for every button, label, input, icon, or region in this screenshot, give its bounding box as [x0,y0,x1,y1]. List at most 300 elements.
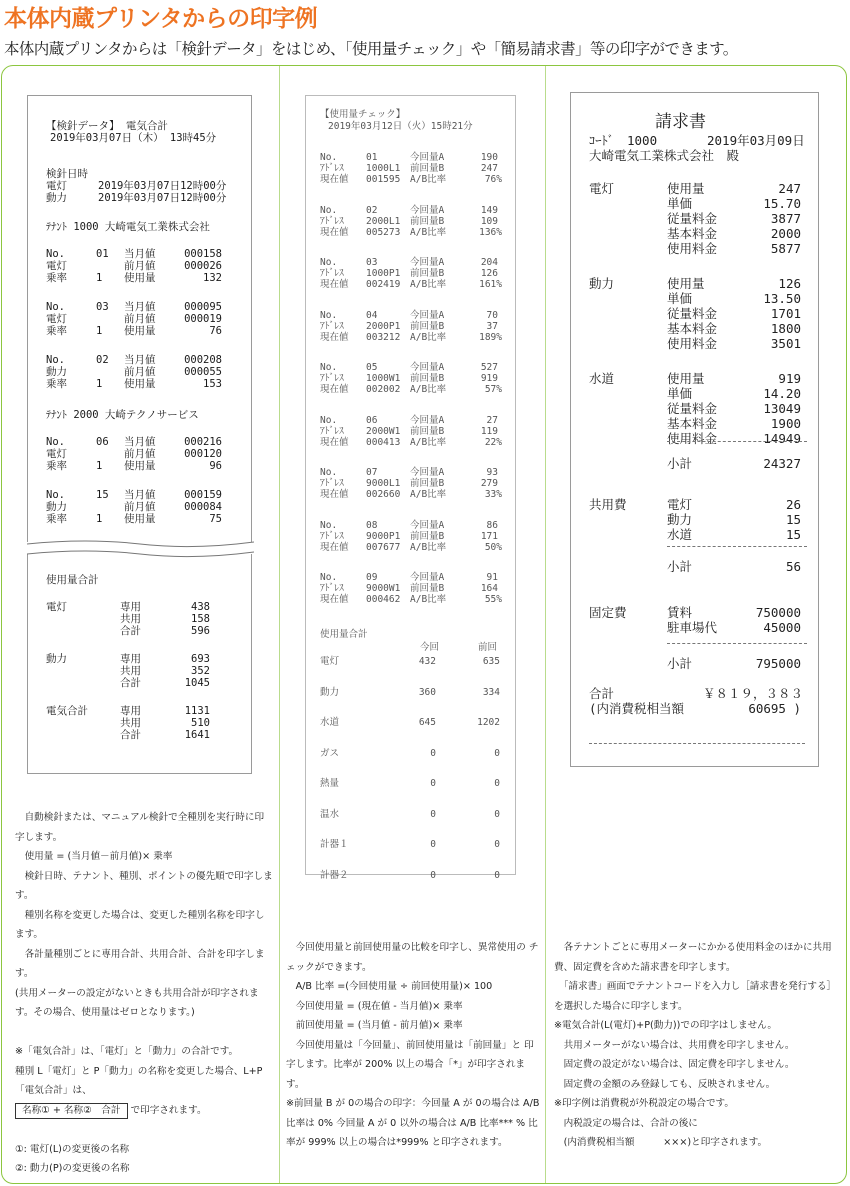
summary-current: 0 [430,808,436,820]
field-label: A/B比率 [410,174,447,185]
current-value: 000095 [184,301,222,313]
meter-number: 01 [96,248,109,260]
summary-row-label: 合計 [120,625,141,637]
field-label: No. [320,204,338,216]
field-label: 現在値 [320,279,349,290]
line-value: 2000 [770,226,801,241]
column-divider [279,66,280,1183]
summary-group-name: 電灯 [46,601,67,613]
address: 2000P1 [366,320,401,332]
description-paragraph: ※電気合計(L(電灯)+P(動力))での印字はしません。 [554,1020,777,1031]
line-value: 26 [785,497,801,512]
group-name: 電灯 [589,181,615,196]
summary-row-value: 510 [191,717,210,729]
field-label: ｱﾄﾞﾚｽ [320,530,344,542]
meter-type: 動力 [46,366,67,378]
current-reading: 003212 [366,331,401,343]
summary-group-name: 電気合計 [46,705,88,717]
field-label: 当月値 [124,354,156,366]
receipt-break-mark [27,536,254,560]
line-value: 14949 [763,431,801,446]
field-label: 今回量A [410,467,445,478]
description-paragraph: 今回使用量と前回使用量の比較を印字し、異常使用の チェックができます。 [286,942,539,973]
current-amount: 527 [480,362,498,373]
subtotal-label: 小計 [667,456,693,471]
field-label: ｱﾄﾞﾚｽ [320,478,344,489]
summary-row-label: 共用 [120,717,141,729]
line-value: 247 [778,181,801,196]
subtotal-label: 小計 [667,559,693,574]
entry-number: 07 [366,467,378,478]
previous-amount: 109 [480,215,498,227]
field-label: 乗率 [46,513,67,525]
tenant-code: 1000 [627,133,658,148]
field-label: No. [46,436,65,448]
description-paragraph: 自動検針または、マニュアル検針で全種別を実行時に印字します。 [15,812,265,843]
field-label: 前回量B [410,163,445,174]
line-value: 15.70 [763,196,801,211]
meter-data-description [15,808,273,1179]
ab-ratio: 136% [479,226,502,238]
receipt-title: 【使用量チェック】 [320,109,406,120]
line-label: 使用料金 [667,241,718,256]
description-paragraph: 固定費の設定がない場合は、固定費を印字しません。 [554,1059,795,1070]
field-label: 現在値 [320,594,349,605]
current-amount: 93 [486,467,498,478]
description-paragraph: (共用メーターの設定がないときも共用合計が印字されます。その場合、使用量はゼロとなります。) [15,987,259,1018]
line-label: 使用料金 [667,431,718,446]
description-paragraph: (内消費税相当額 ×××)と印字されます。 [554,1137,768,1148]
meter-number: 03 [96,301,109,313]
group-name: 固定費 [589,605,627,620]
current-reading: 002419 [366,279,401,290]
summary-previous: 1202 [477,717,500,728]
summary-item-name: 温水 [320,808,340,820]
summary-row-label: 合計 [120,677,141,689]
summary-row-label: 専用 [120,601,141,613]
usage-value: 96 [209,460,222,472]
field-label: No. [320,467,338,478]
receipt-title: 【検針データ】 電気合計 [46,120,168,132]
previous-amount: 919 [480,373,498,384]
field-label: 今回量A [410,519,445,531]
previous-value: 000084 [184,501,222,513]
field-label: 今回量A [410,362,445,373]
current-reading: 000462 [366,594,401,605]
summary-current: 360 [418,686,436,698]
summary-previous: 0 [494,839,500,850]
field-label: 現在値 [320,489,349,500]
meter-number: 06 [96,436,109,448]
meter-type: 動力 [46,501,67,513]
summary-current: 432 [418,656,436,667]
summary-row-value: 438 [191,601,210,613]
ab-ratio: 76% [484,174,502,185]
description-paragraph: 使用量 = (当月値－前月値)× 乗率 [15,851,173,862]
ab-ratio: 161% [479,279,502,290]
meter-number: 15 [96,489,109,501]
description-paragraph: 種別 L「電灯」と P「動力」の名称を変更した場合、L+P「電気合計」は、 [15,1065,263,1096]
field-label: 前回量B [410,320,445,332]
summary-row-label: 共用 [120,665,141,677]
ab-ratio: 189% [479,331,502,343]
line-value: 126 [778,276,801,291]
previous-value: 000019 [184,313,222,325]
current-reading: 002002 [366,384,401,395]
field-label: 前回量B [410,215,445,227]
field-label: A/B比率 [410,226,447,238]
summary-item-name: 熱量 [320,778,340,789]
current-reading: 000413 [366,436,401,448]
field-label: 前回量B [410,425,445,437]
boxed-format-suffix: で印字されます。 [127,1104,207,1116]
footnote: ②: 動力(P)の変更後の名称 [15,1163,130,1174]
multiplier: 1 [96,460,103,472]
total-label: 合計 [589,686,615,701]
meter-number: 02 [96,354,109,366]
summary-row-label: 専用 [120,653,141,665]
address: 2000W1 [366,425,401,437]
field-label: 乗率 [46,378,67,390]
current-amount: 86 [486,519,498,531]
field-label: ｱﾄﾞﾚｽ [320,163,344,174]
field-label: 今回量A [410,414,445,426]
field-label: 当月値 [124,489,156,501]
current-reading: 001595 [366,174,401,185]
ab-ratio: 50% [484,541,502,553]
field-label: No. [320,414,338,426]
total-value: ￥８１９，３８３ [702,686,803,701]
field-label: No. [46,248,65,260]
subtotal-value: 795000 [755,656,801,671]
summary-title: 使用量合計 [320,629,368,640]
address: 1000L1 [366,163,401,174]
line-label: 使用量 [667,181,705,196]
description-paragraph: 内税設定の場合は、合計の後に [554,1117,698,1129]
field-label: No. [46,301,65,313]
field-label: ｱﾄﾞﾚｽ [320,373,344,384]
previous-value: 000120 [184,448,222,460]
dashed-separator [667,546,807,547]
code-label: ｺｰﾄﾞ [589,133,615,148]
tenant-header: ﾃﾅﾝﾄ 1000 大崎電気工業株式会社 [46,221,210,233]
line-label: 基本料金 [667,226,718,241]
line-value: 1701 [770,306,801,321]
field-label: 使用量 [124,460,156,472]
summary-item-name: 動力 [320,686,340,698]
line-value: 3877 [770,211,801,226]
subtotal-label: 小計 [667,656,693,671]
field-label: A/B比率 [410,384,447,395]
line-label: 駐車場代 [667,620,718,635]
field-label: 前月値 [124,501,156,513]
current-amount: 91 [486,572,498,583]
summary-current: 0 [430,869,436,881]
meter-type: 電灯 [46,448,67,460]
line-value: 750000 [755,605,801,620]
boxed-format: 名称① + 名称② 合計 [15,1103,128,1119]
field-label: 乗率 [46,460,67,472]
address: 1000W1 [366,373,401,384]
field-label: 今回量A [410,152,445,163]
field-label: 使用量 [124,325,156,337]
address: 1000P1 [366,268,401,279]
summary-previous: 0 [494,747,500,759]
invoice-date: 2019年03月09日 [707,133,805,148]
dashed-separator [667,643,807,644]
field-label: 前月値 [124,448,156,460]
summary-current: 0 [430,839,436,850]
field-label: 当月値 [124,301,156,313]
address: 9000L1 [366,478,401,489]
usage-check-receipt [305,95,516,881]
description-paragraph: 共用メーターがない場合は、共用費を印字しません。 [554,1039,795,1051]
previous-value: 000026 [184,260,222,272]
description-paragraph: 「請求書」画面でテナントコードを入力し［請求書を発行する］を選択した場合に印字します。 [554,981,837,1012]
summary-title: 使用量合計 [46,574,99,586]
multiplier: 1 [96,325,103,337]
entry-number: 04 [366,309,378,321]
field-label: 今回量A [410,204,445,216]
usage-check-description [286,938,540,1153]
page-subtitle: 本体内蔵プリンタからは「検針データ」をはじめ、「使用量チェック」や「簡易請求書」等の印字ができます。 [4,40,738,58]
field-label: ｱﾄﾞﾚｽ [320,425,344,437]
meter-type: 電灯 [46,260,67,272]
field-label: A/B比率 [410,541,447,553]
summary-group-name: 動力 [46,653,67,665]
field-label: 現在値 [320,384,349,395]
receipt-date: 2019年03月12日（火）15時21分 [328,121,473,132]
previous-amount: 279 [480,478,498,489]
line-label: 単価 [667,386,693,401]
tax-value: 60695 ) [748,701,801,716]
line-label: 水道 [667,527,693,542]
line-label: 単価 [667,291,693,306]
field-label: 前月値 [124,366,156,378]
field-label: No. [46,489,65,501]
meter-reading-datetime: 2019年03月07日12時00分 [98,180,227,192]
current-value: 000216 [184,436,222,448]
entry-number: 02 [366,204,378,216]
line-value: 1800 [770,321,801,336]
summary-row-value: 1045 [184,677,210,689]
line-label: 基本料金 [667,321,718,336]
line-label: 使用料金 [667,336,718,351]
entry-number: 09 [366,572,378,583]
field-label: A/B比率 [410,489,447,500]
column-divider [545,66,546,1183]
field-label: A/B比率 [410,594,447,605]
description-paragraph: A/B 比率 =(今回使用量 ÷ 前回使用量)× 100 [286,981,493,992]
field-label: 乗率 [46,325,67,337]
meter-reading-label: 検針日時 [46,168,88,180]
field-label: 現在値 [320,541,349,553]
field-label: No. [320,152,338,163]
previous-amount: 119 [480,425,498,437]
column-header-previous: 前回 [478,642,498,653]
current-reading: 005273 [366,226,401,238]
line-label: 単価 [667,196,693,211]
summary-row-value: 1131 [184,705,210,717]
line-label: 従量料金 [667,211,718,226]
line-value: 45000 [763,620,801,635]
address: 2000L1 [366,215,401,227]
meter-type: 電灯 [46,313,67,325]
line-value: 13049 [763,401,801,416]
description-paragraph: 前回使用量 = (当月値 - 前月値)× 乗率 [286,1020,463,1031]
summary-row-value: 693 [191,653,210,665]
spacer [15,1120,273,1140]
current-amount: 70 [486,309,498,321]
current-amount: 27 [486,414,498,426]
summary-item-name: 計器１ [320,839,349,850]
summary-item-name: 電灯 [320,656,340,667]
description-paragraph: 固定費の金額のみ登録しても、反映されません。 [554,1078,776,1090]
group-name: 共用費 [589,497,627,512]
field-label: 乗率 [46,272,67,284]
tenant-header: ﾃﾅﾝﾄ 2000 大崎テクノサービス [46,409,199,421]
meter-data-receipt [27,95,252,774]
current-value: 000208 [184,354,222,366]
page-title: 本体内蔵プリンタからの印字例 [4,6,318,32]
subtotal-value: 56 [785,559,801,574]
field-label: 使用量 [124,513,156,525]
entry-number: 01 [366,152,378,163]
line-label: 従量料金 [667,401,718,416]
field-label: 今回量A [410,572,445,583]
multiplier: 1 [96,378,103,390]
previous-amount: 164 [480,583,498,594]
usage-value: 153 [203,378,222,390]
invoice-description [554,938,844,1153]
company-name: 大崎電気工業株式会社 殿 [589,148,740,163]
field-label: A/B比率 [410,279,447,290]
group-name: 水道 [589,371,615,386]
summary-item-name: 計器２ [320,869,349,881]
tax-label: (内消費税相当額 [589,701,685,716]
meter-reading-type: 電灯 [46,180,67,192]
ab-ratio: 22% [484,436,502,448]
field-label: A/B比率 [410,331,447,343]
summary-row-label: 共用 [120,613,141,625]
field-label: 現在値 [320,226,349,238]
field-label: 当月値 [124,248,156,260]
field-label: ｱﾄﾞﾚｽ [320,583,344,594]
previous-amount: 171 [480,530,498,542]
multiplier: 1 [96,513,103,525]
line-label: 従量料金 [667,306,718,321]
field-label: 使用量 [124,378,156,390]
field-label: 現在値 [320,436,349,448]
summary-row-label: 合計 [120,729,141,741]
summary-row-value: 596 [191,625,210,637]
field-label: 前月値 [124,260,156,272]
multiplier: 1 [96,272,103,284]
receipt-date: 2019年03月07日（木） 13時45分 [50,132,217,144]
previous-value: 000055 [184,366,222,378]
ab-ratio: 33% [484,489,502,500]
column-header-current: 今回 [420,642,440,653]
field-label: 使用量 [124,272,156,284]
current-reading: 007677 [366,541,401,553]
description-paragraph: ※前回量 B が 0の場合の印字：今回量 A が 0の場合は A/B 比率は 0% 今回量 A が 0 以外の場合は A/B 比率*** % 比率が 999% 以上の場合は*999% と印字されます。 [286,1098,540,1148]
line-label: 使用量 [667,371,705,386]
previous-amount: 126 [480,268,498,279]
summary-current: 0 [430,778,436,789]
current-reading: 002660 [366,489,401,500]
meter-reading-datetime: 2019年03月07日12時00分 [98,192,227,204]
entry-number: 08 [366,519,378,531]
field-label: A/B比率 [410,436,447,448]
summary-item-name: ガス [320,747,340,759]
line-value: 14.20 [763,386,801,401]
field-label: No. [46,354,65,366]
field-label: No. [320,309,338,321]
field-label: 現在値 [320,331,349,343]
line-label: 賃料 [667,605,693,620]
summary-previous: 0 [494,808,500,820]
current-value: 000158 [184,248,222,260]
meter-reading-type: 動力 [46,192,67,204]
description-paragraph: 各テナントごとに専用メーターにかかる使用料金のほかに共用費、固定費を含めた請求書を印字します。 [554,942,832,973]
invoice-title: 請求書 [655,112,706,132]
description-paragraph: 今回使用量は「今回量」、前回使用量は「前回量」と 印字します。比率が 200% 以上の場合「*」が印字されます。 [286,1039,534,1090]
field-label: No. [320,362,338,373]
line-label: 動力 [667,512,693,527]
line-value: 15 [785,512,801,527]
field-label: 前回量B [410,268,445,279]
field-label: ｱﾄﾞﾚｽ [320,268,344,279]
summary-previous: 334 [482,686,500,698]
previous-amount: 37 [486,320,498,332]
line-value: 3501 [770,336,801,351]
entry-number: 03 [366,257,378,268]
line-label: 基本料金 [667,416,718,431]
line-label: 使用量 [667,276,705,291]
field-label: No. [320,519,338,531]
boxed-format-line [15,1101,273,1121]
ab-ratio: 55% [484,594,502,605]
dashed-separator [667,441,807,442]
description-paragraph: 種別名称を変更した場合は、変更した種別名称を印字します。 [15,909,265,940]
subtotal-value: 24327 [763,456,801,471]
field-label: 今回量A [410,309,445,321]
description-paragraph: ※「電気合計」は、「電灯」と「動力」の合計です。 [15,1046,239,1057]
address: 9000W1 [366,583,401,594]
summary-row-value: 158 [191,613,210,625]
summary-current: 645 [418,717,436,728]
summary-previous: 0 [494,869,500,881]
group-name: 動力 [589,276,615,291]
address: 9000P1 [366,530,401,542]
field-label: 前月値 [124,313,156,325]
footnote: ①: 電灯(L)の変更後の名称 [15,1143,130,1155]
field-label: 前回量B [410,478,445,489]
usage-value: 75 [209,513,222,525]
field-label: 前回量B [410,530,445,542]
line-value: 919 [778,371,801,386]
line-value: 5877 [770,241,801,256]
dashed-separator [589,743,805,744]
current-amount: 149 [480,204,498,216]
summary-previous: 0 [494,778,500,789]
field-label: No. [320,572,338,583]
field-label: 今回量A [410,257,445,268]
field-label: 現在値 [320,174,349,185]
summary-current: 0 [430,747,436,759]
ab-ratio: 57% [484,384,502,395]
summary-previous: 635 [482,656,500,667]
